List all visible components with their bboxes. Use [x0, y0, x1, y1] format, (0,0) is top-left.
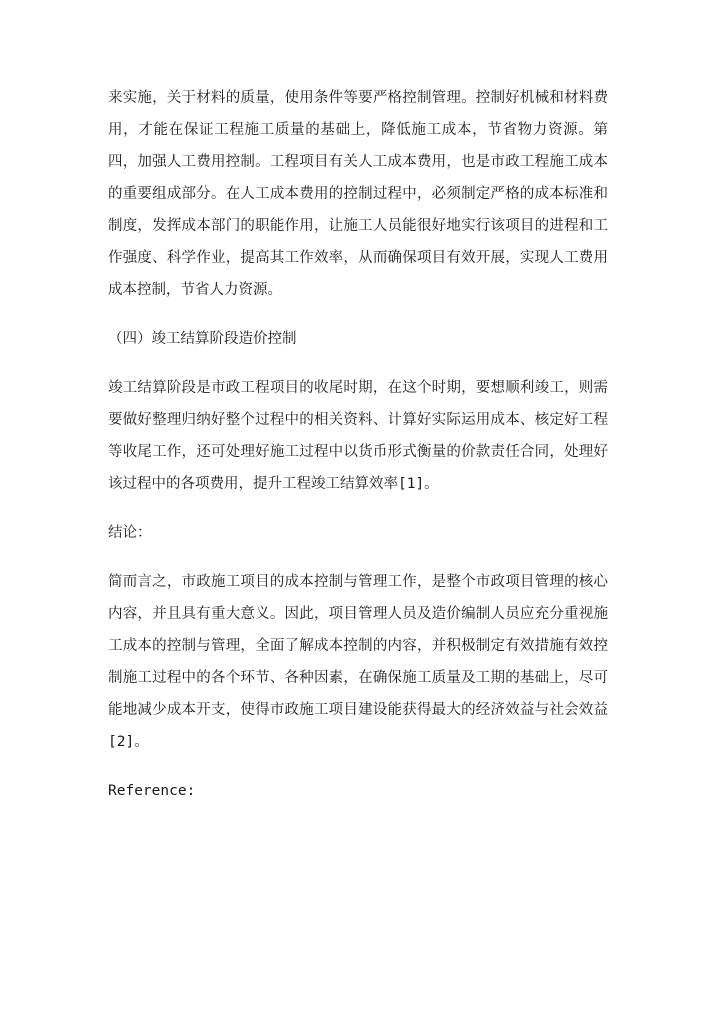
text-line: 四，加强人工费用控制。工程项目有关人工成本费用，也是市政工程施工成本 [108, 154, 608, 170]
text-line: 作强度、科学作业，提高其工作效率，从而确保项目有效开展，实现人工费用 [108, 250, 608, 266]
text-line: 等收尾工作，还可处理好施工过程中以货币形式衡量的价款责任合同，处理好 [108, 444, 608, 460]
conclusion-heading: 结论： [108, 525, 152, 541]
paragraph-conclusion [108, 566, 608, 758]
text-line: 简而言之，市政施工项目的成本控制与管理工作，是整个市政项目管理的核心 [108, 574, 608, 590]
text-line: 该过程中的各项费用，提升工程竣工结算效率[1]。 [108, 476, 439, 492]
text-line: 竣工结算阶段是市政工程项目的收尾时期，在这个时期，要想顺利竣工，则需 [108, 380, 608, 396]
text-line: 的重要组成部分。在人工成本费用的控制过程中，必须制定严格的成本标准和 [108, 186, 608, 202]
text-line: 成本控制，节省人力资源。 [108, 282, 282, 298]
text-line: 制度，发挥成本部门的职能作用，让施工人员能很好地实行该项目的进程和工 [108, 218, 608, 234]
reference-heading: Reference: [108, 783, 196, 799]
text-line: 用，才能在保证工程施工质量的基础上，降低施工成本，节省物力资源。第 [108, 122, 608, 138]
text-line: 工成本的控制与管理，全面了解成本控制的内容，并积极制定有效措施有效控 [108, 638, 608, 654]
document-page [108, 82, 608, 807]
text-line: 能地减少成本开支，使得市政施工项目建设能获得最大的经济效益与社会效益 [108, 702, 608, 718]
text-line: 来实施，关于材料的质量，使用条件等要严格控制管理。控制好机械和材料费 [108, 90, 608, 106]
text-line: 内容，并且具有重大意义。因此，项目管理人员及造价编制人员应充分重视施 [108, 606, 608, 622]
text-line: 制施工过程中的各个环节、各种因素，在确保施工质量及工期的基础上，尽可 [108, 670, 608, 686]
paragraph-completion-settlement [108, 372, 608, 500]
section-heading: （四）竣工结算阶段造价控制 [108, 331, 297, 347]
text-line: 要做好整理归纳好整个过程中的相关资料、计算好实际运用成本、核定好工程 [108, 412, 608, 428]
text-line: [2]。 [108, 734, 149, 750]
paragraph-labor-cost-control [108, 82, 608, 306]
